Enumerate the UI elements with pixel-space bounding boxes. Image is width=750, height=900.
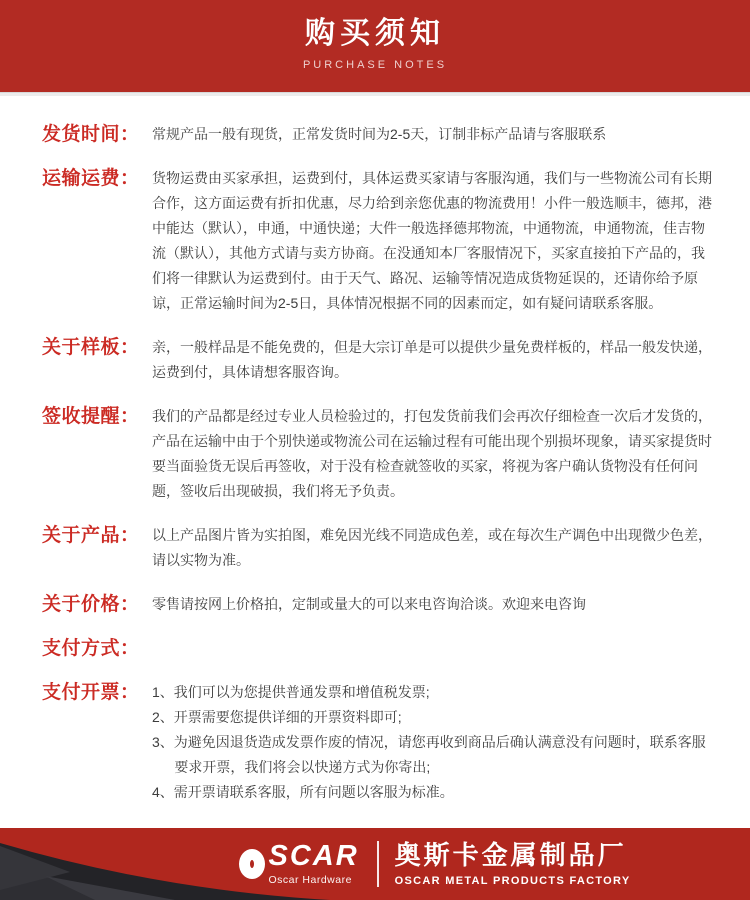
text-shipping-time: 常规产品一般有现货，正常发货时间为2-5天，订制非标产品请与客服联系 — [152, 126, 607, 142]
company-name-block — [395, 841, 631, 887]
notes-content — [0, 96, 750, 828]
text-price: 零售请按网上价格拍，定制或量大的可以来电咨询洽谈。欢迎来电咨询 — [152, 596, 586, 612]
section-shipping-cost — [42, 166, 712, 316]
label-samples: 关于样板： — [42, 337, 140, 358]
label-product: 关于产品： — [42, 525, 140, 546]
label-payment: 支付方式： — [42, 638, 140, 659]
section-price — [42, 592, 712, 617]
section-payment — [42, 636, 712, 661]
oscar-logo-text: SCAR — [268, 840, 359, 872]
label-invoice: 支付开票： — [42, 682, 140, 703]
label-receipt: 签收提醒： — [42, 406, 140, 427]
oscar-wordmark — [268, 842, 358, 886]
label-price: 关于价格： — [42, 594, 140, 615]
invoice-item: 1、我们可以为您提供普通发票和增值税发票; — [152, 684, 430, 700]
oscar-logo-subtext: Oscar Hardware — [268, 874, 352, 886]
company-name-cn: 奥斯卡金属制品厂 — [394, 840, 627, 871]
oscar-o-logo-icon — [239, 849, 265, 879]
section-shipping-time — [42, 122, 712, 147]
section-receipt — [42, 404, 712, 504]
company-name-en: OSCAR METAL PRODUCTS FACTORY — [394, 874, 631, 887]
text-payment — [152, 636, 712, 661]
section-product — [42, 523, 712, 573]
text-shipping-cost: 货物运费由买家承担，运费到付，具体运费买家请与客服沟通，我们与一些物流公司有长期合作，这方面运费有折扣优惠，尽力给到亲您优惠的物流费用！小件一般选顺丰，德邦，港中能达（默认），申通，中通快递；大件一般选择德邦物流，中通物流，申通物流，佳吉物流（默认），其他方式请与卖方协商。在没通知本厂客服情况下，买家直接拍下产品的，我们将一律默认为运费到付。由于天气、路况、运输等情况造成货物延误的，还请你给予原谅，正常运输时间为2-5日，具体情况根据不同的因素而定，如有疑问请联系客服。 — [152, 170, 712, 311]
invoice-item: 4、需开票请联系客服，所有问题以客服为标准。 — [152, 784, 454, 800]
header-banner — [0, 0, 750, 92]
footer — [0, 828, 750, 900]
label-shipping-cost: 运输运费： — [42, 168, 140, 189]
page-subtitle: PURCHASE NOTES — [302, 59, 448, 71]
page-title: 购买须知 — [305, 17, 445, 50]
invoice-item: 3、为避免因退货造成发票作废的情况，请您再收到商品后确认满意没有问题时，联系客服要求开票，我们将会以快递方式为你寄出; — [152, 734, 706, 775]
label-shipping-time: 发货时间： — [42, 124, 140, 145]
text-product: 以上产品图片皆为实拍图，难免因光线不同造成色差，或在每次生产调色中出现微少色差，请以实物为准。 — [152, 527, 712, 568]
footer-divider — [377, 841, 379, 887]
section-invoice — [42, 680, 712, 805]
text-receipt: 我们的产品都是经过专业人员检验过的，打包发货前我们会再次仔细检查一次后才发货的，产品在运输中由于个别快递或物流公司在运输过程有可能出现个别损坏现象，请买家提货时要当面验货无误后再签收，对于没有检查就签收的买家，将视为客户确认货物没有任何问题，签收后出现破损，我们将无予负责。 — [152, 408, 712, 499]
invoice-item: 2、开票需要您提供详细的开票资料即可; — [152, 709, 402, 725]
footer-brand — [0, 828, 750, 900]
section-samples — [42, 335, 712, 385]
invoice-list — [152, 680, 712, 805]
text-samples: 亲，一般样品是不能免费的，但是大宗订单是可以提供少量免费样板的，样品一般发快递，运费到付，具体请想客服咨询。 — [152, 339, 712, 380]
